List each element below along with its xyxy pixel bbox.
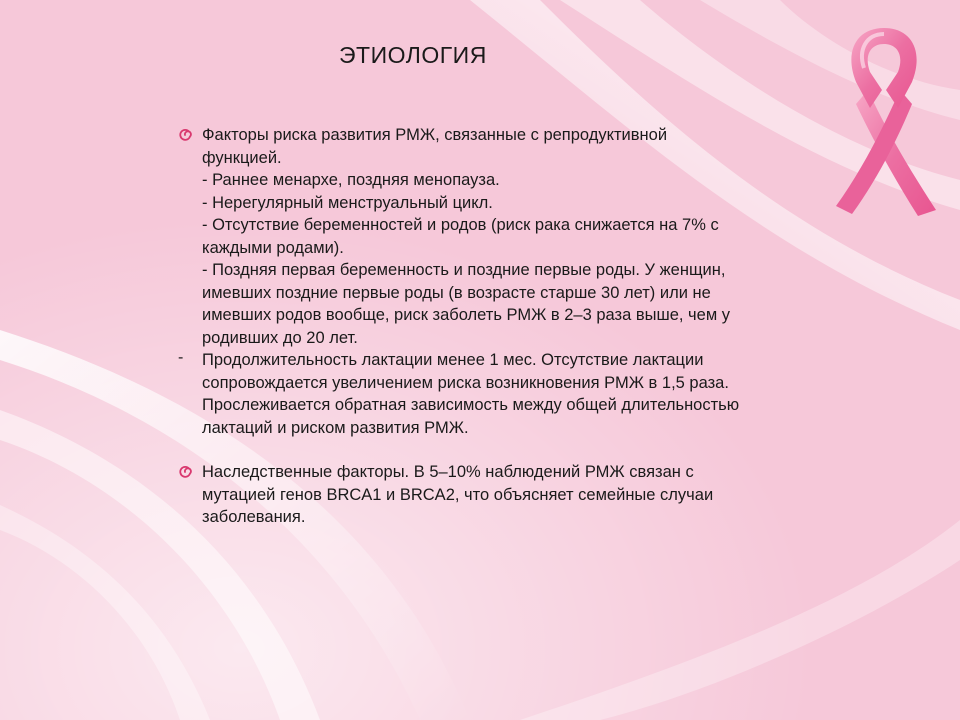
text-line: сопровождается увеличением риска возникновения РМЖ в 1,5 раза. [202,373,729,392]
text-line: функцией. [202,148,282,167]
text-line: лактаций и риском развития РМЖ. [202,418,469,437]
text-line: - Нерегулярный менструальный цикл. [202,193,493,212]
text-line: - Раннее менархе, поздняя менопауза. [202,171,500,189]
text-line: Факторы риска развития РМЖ, связанные с репродуктивной [202,126,668,144]
text-line: родивших до 20 лет. [202,328,358,347]
text-line: Наследственные факторы. В 5–10% наблюдений РМЖ связан с [202,463,694,481]
swirl-bullet-icon [178,465,192,479]
content-list [170,124,820,529]
swirl-bullet-icon [178,128,192,142]
dash-bullet: - [178,349,184,366]
text-line: заболевания. [202,508,306,526]
text-line: мутацией генов BRCA1 и BRCA2, что объясняет семейные случаи [202,485,714,504]
list-item [170,461,820,529]
text-line: - Поздняя первая беременность и поздние первые роды. У женщин, [202,261,726,279]
list-item [170,349,820,439]
text-line: Прослеживается обратная зависимость между общей длительностью [202,396,740,414]
text-line: имевших родов вообще, риск заболеть РМЖ в 2–3 раза выше, чем у [202,306,730,324]
pink-ribbon-icon [826,20,942,220]
text-line: Продолжительность лактации менее 1 мес. Отсутствие лактации [202,351,704,369]
text-line: - Отсутствие беременностей и родов (риск рака снижается на 7% с [202,216,719,234]
text-line: имевших поздние первые роды (в возрасте старше 30 лет) или не [202,283,711,302]
spacer [170,439,820,461]
slide-title: ЭТИОЛОГИЯ [339,42,487,68]
text-line: каждыми родами). [202,238,344,257]
list-item [170,124,820,349]
